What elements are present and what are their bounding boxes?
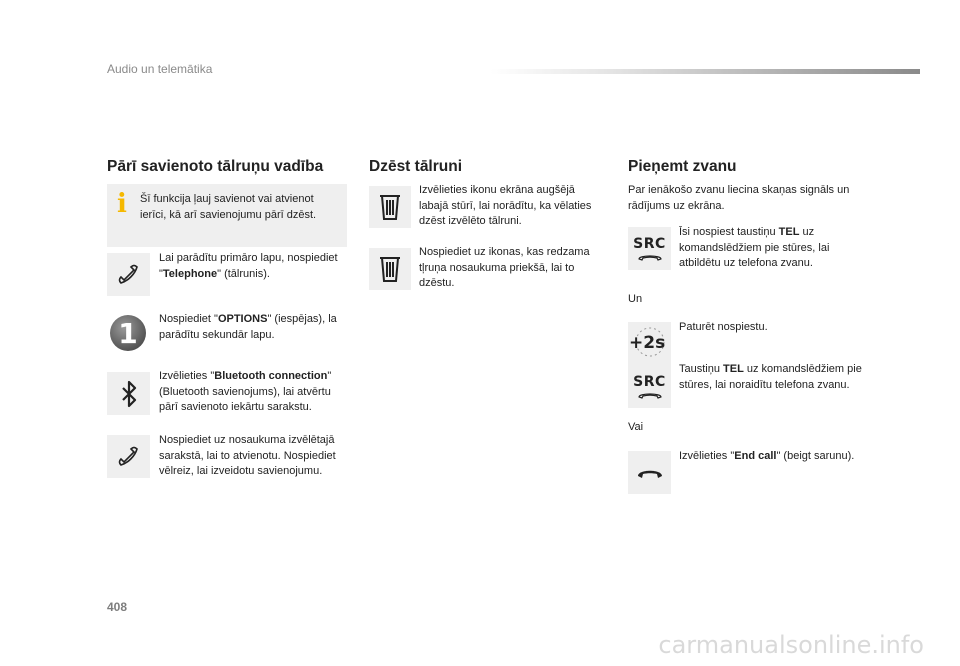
delete-step2-text: Nospiediet uz ikonas, kas redzama tļruņa nosaukuma priekšā, lai to dzēstu. bbox=[419, 246, 590, 289]
answer-step4-text: Izvēlieties "End call" (beigt sarunu). bbox=[679, 450, 855, 462]
bluetooth-icon bbox=[119, 379, 139, 409]
phone-icon bbox=[116, 262, 142, 288]
trash-icon-box-2 bbox=[369, 248, 411, 290]
step-connect-text: Nospiediet uz nosaukuma izvēlētajā sarakstā, lai to atvienotu. Nospiediet vēlreiz, lai izveidotu savienojumu. bbox=[159, 434, 336, 477]
header-title: Audio un telemātika bbox=[107, 62, 213, 76]
delete-step1-text: Izvēlieties ikonu ekrāna augšējā labajā stūrī, lai norādītu, ka vēlaties dzēst izvēlēto tālruni. bbox=[419, 184, 592, 227]
or-label-2: Vai bbox=[628, 421, 644, 433]
info-icon: i bbox=[117, 189, 127, 219]
phone-icon-box bbox=[107, 253, 150, 296]
section-title-delete: Dzēst tālruni bbox=[369, 158, 463, 175]
step-number-badge: 1 bbox=[110, 315, 146, 351]
src-tel-button-box-2 bbox=[628, 365, 671, 408]
end-call-icon bbox=[637, 466, 663, 480]
hold-duration-label: +2s bbox=[629, 333, 666, 353]
phone-icon bbox=[116, 444, 142, 470]
src-label: SRC bbox=[633, 235, 666, 252]
phone-handset-icon bbox=[637, 252, 663, 262]
trash-icon-box bbox=[369, 186, 411, 228]
hold-icon-box bbox=[628, 322, 671, 365]
step-bluetooth-text: Izvēlieties "Bluetooth connection" (Bluetooth savienojums), lai atvērtu pārī savienoto iekārtu sarakstu. bbox=[159, 370, 332, 413]
step-telephone-text: Lai parādītu primāro lapu, nospiediet "Telephone" (tālrunis). bbox=[159, 252, 338, 280]
answer-step1-text: Īsi nospiest taustiņu TEL uz komandslēdžiem pie stūres, lai atbildētu uz telefona zvanu. bbox=[679, 226, 830, 269]
step-badge bbox=[110, 315, 146, 351]
phone-handset-icon bbox=[637, 390, 663, 400]
step-options-text: Nospiediet "OPTIONS" (iespējas), la parādītu sekundār lapu. bbox=[159, 313, 337, 341]
bluetooth-icon-box bbox=[107, 372, 150, 415]
info-box bbox=[107, 184, 347, 247]
header-divider bbox=[490, 69, 920, 74]
end-call-icon-box bbox=[628, 451, 671, 494]
section-title-answer: Pieņemt zvanu bbox=[628, 158, 737, 175]
answer-intro-text: Par ienākošo zvanu liecina skaņas signāls un rādījums uz ekrāna. bbox=[628, 184, 850, 212]
src-tel-button-box bbox=[628, 227, 671, 270]
answer-step3-text: Taustiņu TEL uz komandslēdžiem pie stūres, lai noraidītu telefona zvanu. bbox=[679, 363, 862, 391]
watermark: carmanualsonline.info bbox=[658, 631, 924, 659]
src-label: SRC bbox=[633, 373, 666, 390]
or-label-1: Un bbox=[628, 293, 643, 305]
page-number: 408 bbox=[107, 600, 128, 614]
answer-step2-text: Paturēt nospiestu. bbox=[679, 321, 768, 333]
trash-icon bbox=[378, 255, 402, 283]
phone-icon-box-2 bbox=[107, 435, 150, 478]
section-title-pairing: Pārī savienoto tālruņu vadība bbox=[107, 158, 324, 175]
trash-icon bbox=[378, 193, 402, 221]
info-text: Šī funkcija ļauj savienot vai atvienot ierīci, kā arī savienojumu pārī dzēst. bbox=[140, 193, 317, 221]
